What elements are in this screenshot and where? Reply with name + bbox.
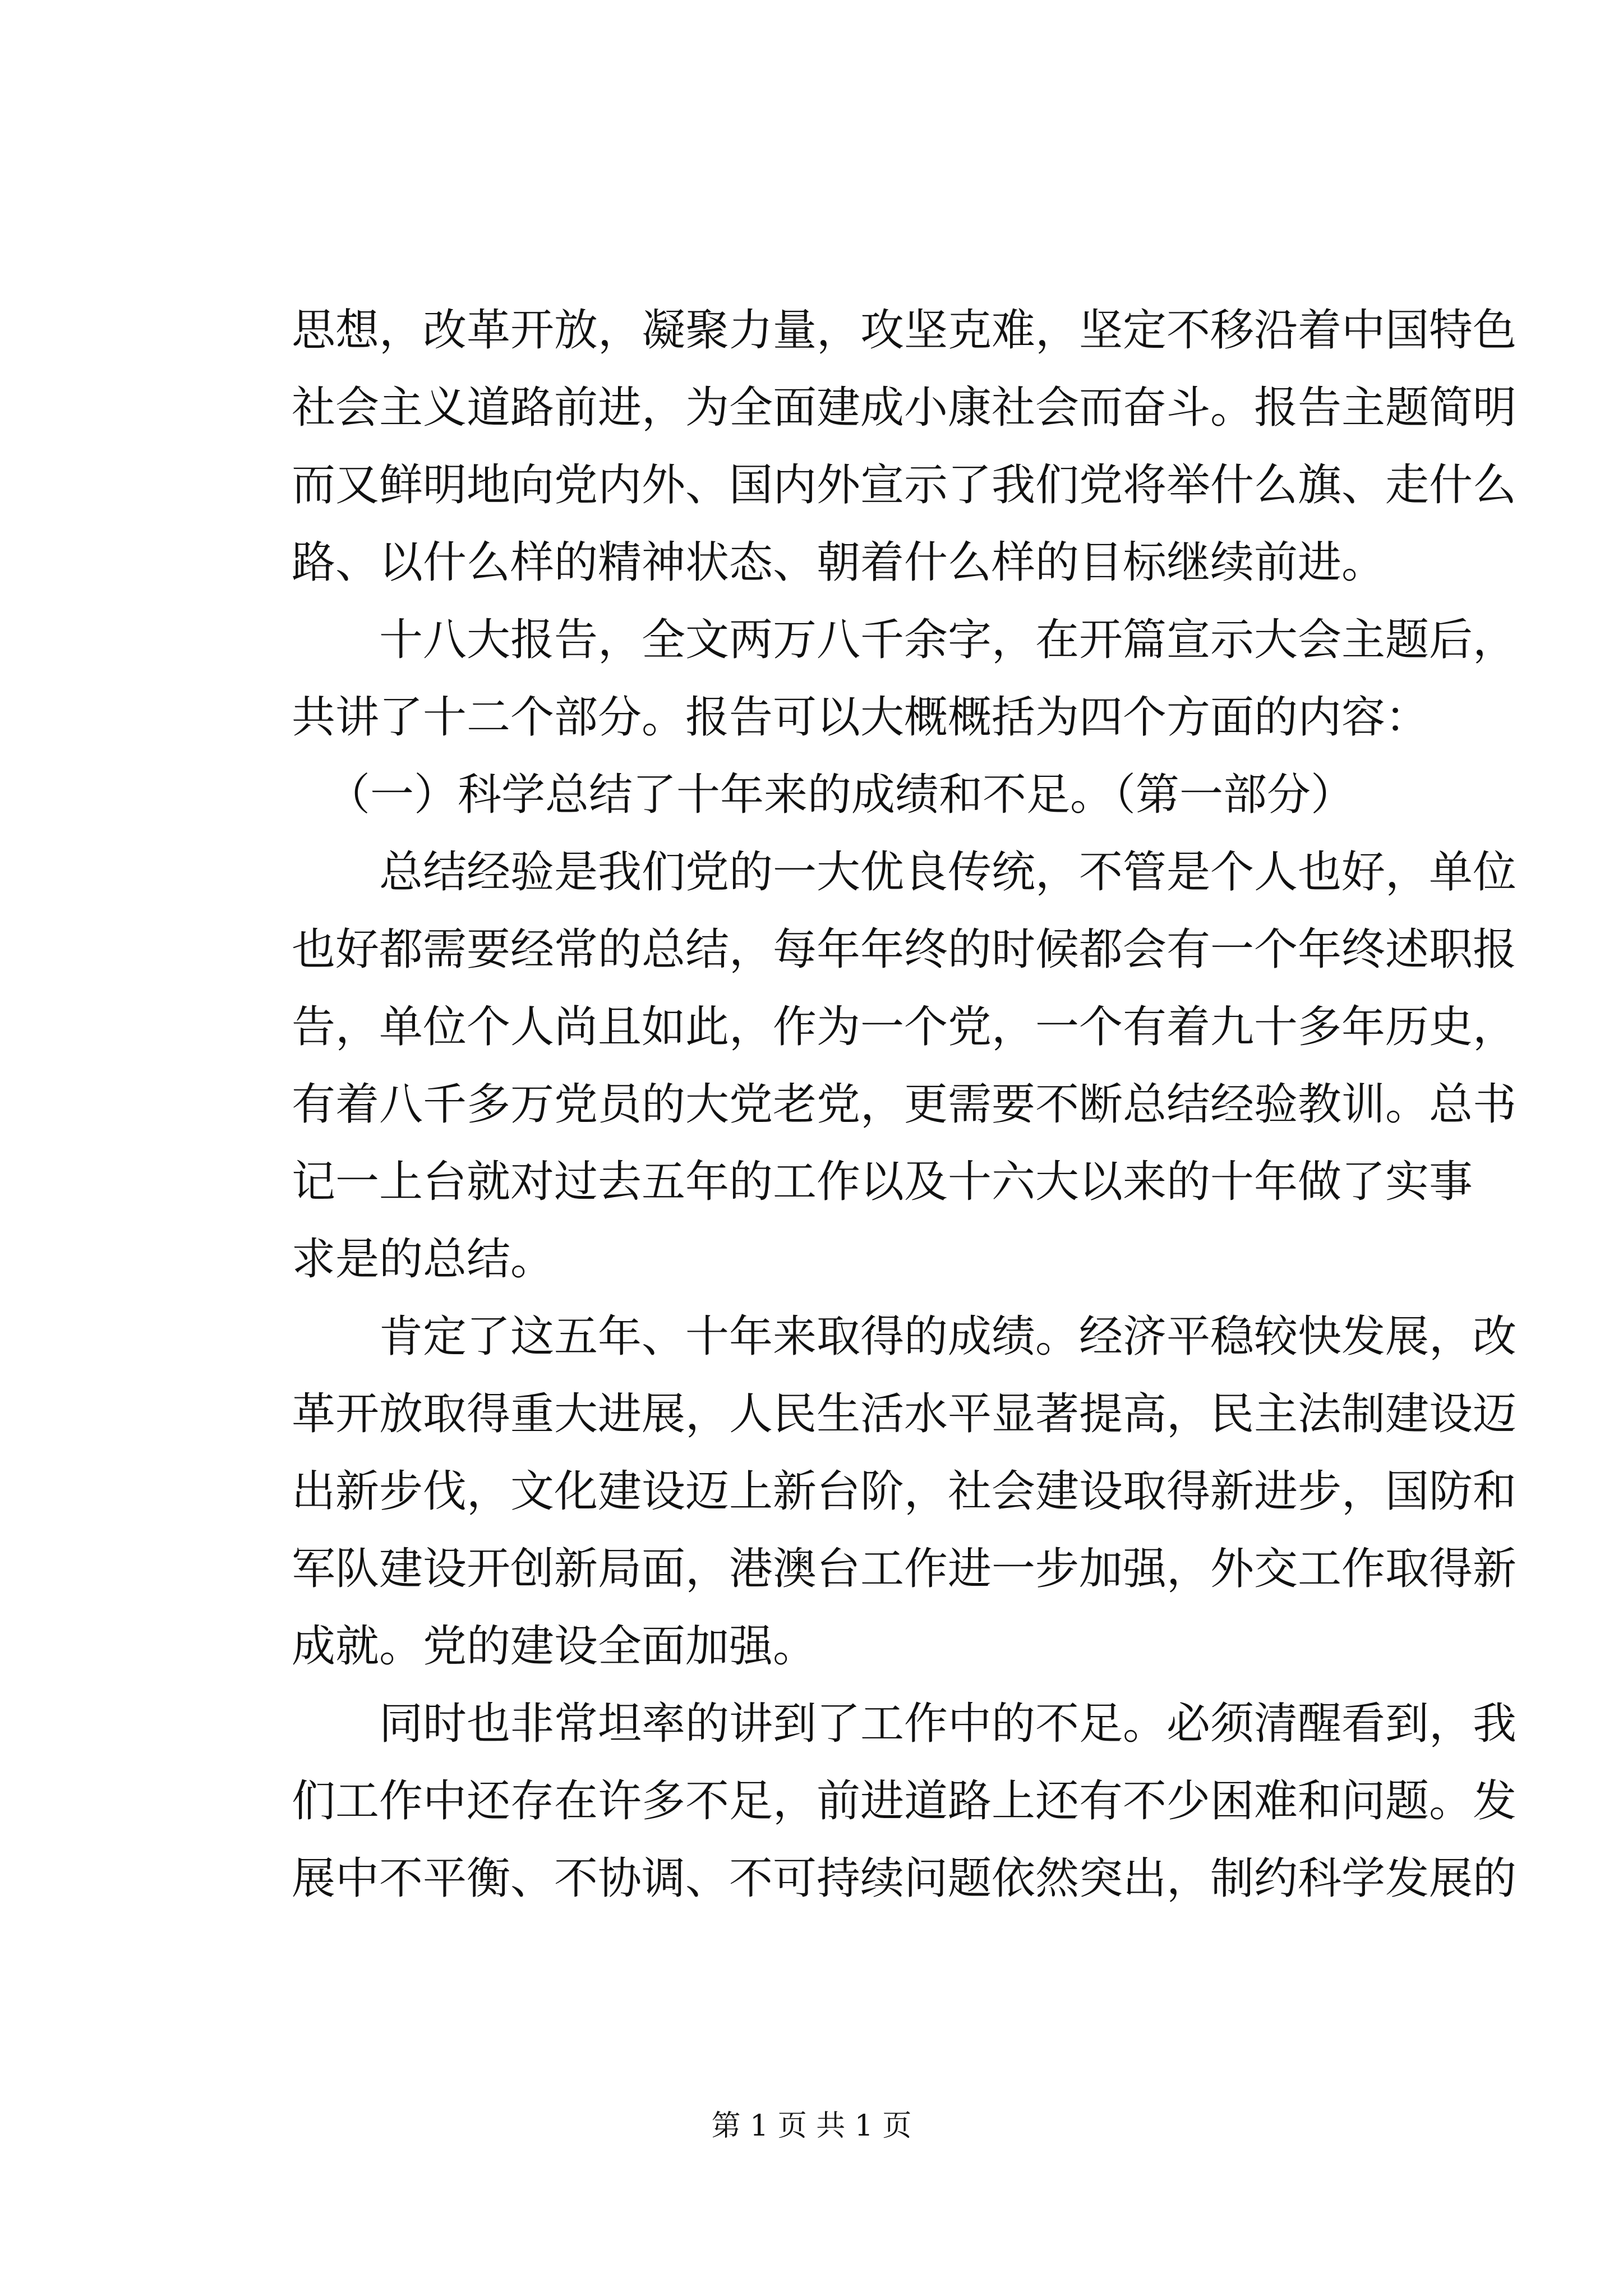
body-line: 军队建设开创新局面，港澳台工作进一步加强，外交工作取得新 [292,1544,1517,1594]
body-line: 思想，改革开放，凝聚力量，攻坚克难，坚定不移沿着中国特色 [292,305,1517,356]
section-heading: （一）科学总结了十年来的成绩和不足。（第一部分） [326,770,1355,820]
body-line: 肯定了这五年、十年来取得的成绩。经济平稳较快发展，改 [379,1312,1517,1362]
body-line: 社会主义道路前进，为全面建成小康社会而奋斗。报告主题简明 [292,383,1517,433]
body-line: 路、以什么样的精神状态、朝着什么样的目标继续前进。 [292,537,1386,588]
body-line: 也好都需要经常的总结，每年年终的时候都会有一个年终述职报 [292,924,1517,975]
body-line: 们工作中还存在许多不足，前进道路上还有不少困难和问题。发 [292,1776,1517,1826]
body-line: 展中不平衡、不协调、不可持续问题依然突出，制约科学发展的 [292,1853,1517,1904]
body-line: 同时也非常坦率的讲到了工作中的不足。必须清醒看到，我 [379,1699,1517,1749]
document-body [292,292,1517,1917]
body-line: 而又鲜明地向党内外、国内外宣示了我们党将举什么旗、走什么 [292,460,1517,510]
body-line: 十八大报告，全文两万八千余字，在开篇宣示大会主题后， [379,615,1517,665]
page-number-footer: 第 1 页 共 1 页 [711,2109,912,2143]
body-line: 革开放取得重大进展，人民生活水平显著提高，民主法制建设迈 [292,1389,1517,1439]
body-line: 成就。党的建设全面加强。 [292,1621,817,1672]
body-line: 出新步伐，文化建设迈上新台阶，社会建设取得新进步，国防和 [292,1466,1517,1517]
body-line: 告，单位个人尚且如此，作为一个党，一个有着九十多年历史， [292,1002,1517,1052]
body-line: 总结经验是我们党的一大优良传统，不管是个人也好，单位 [379,847,1517,898]
body-line: 记一上台就对过去五年的工作以及十六大以来的十年做了实事 [292,1157,1473,1207]
body-line: 有着八千多万党员的大党老党，更需要不断总结经验教训。总书 [292,1079,1517,1130]
body-line: 共讲了十二个部分。报告可以大概概括为四个方面的内容： [292,692,1430,743]
body-line: 求是的总结。 [292,1234,555,1285]
